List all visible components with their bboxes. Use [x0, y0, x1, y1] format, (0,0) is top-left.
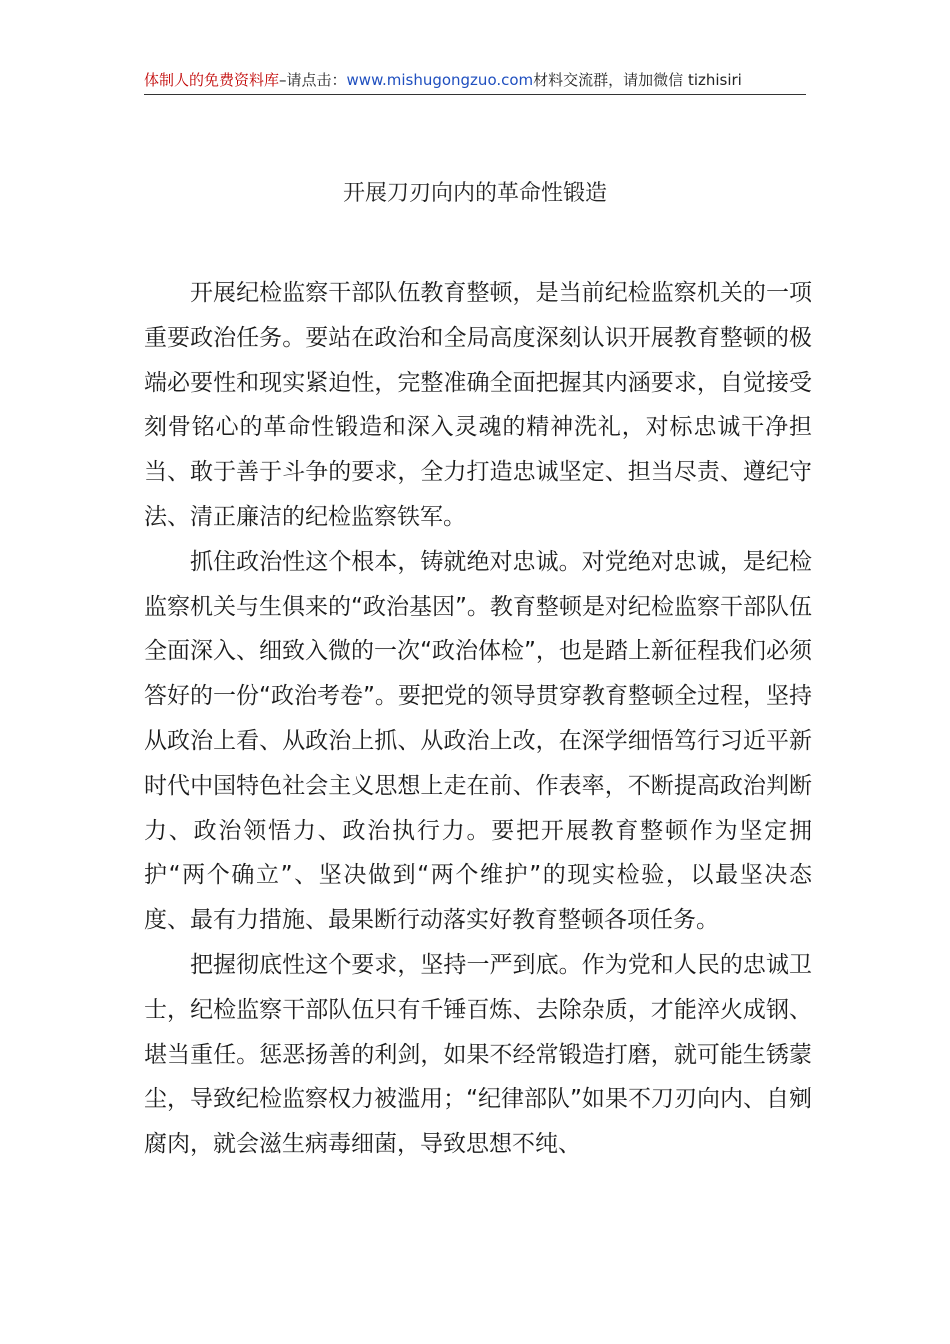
document-title: 开展刀刃向内的革命性锻造 [342, 181, 607, 206]
paragraph-3: 把握彻底性这个要求，坚持一严到底。作为党和人民的忠诚卫士，纪检监察干部队伍只有千锤百炼、去除杂质，才能淬火成钢、堪当重任。惩恶扬善的利剑，如果不经常锻造打磨，就可能生锈蒙尘，导致纪检监察权力被滥用；“纪律部队”如果不刀刃向内、自剜腐肉，就会滋生病毒细菌，导致思想不纯、 [144, 951, 812, 1158]
header-note: 材料交流群，请加微信 tizhisiri [533, 71, 742, 89]
paragraph-1: 开展纪检监察干部队伍教育整顿，是当前纪检监察机关的一项重要政治任务。要站在政治和全局高度深刻认识开展教育整顿的极端必要性和现实紧迫性，完整准确全面把握其内涵要求，自觉接受刻骨铭心的革命性锻造和深入灵魂的精神洗礼，对标忠诚干净担当、敢于善于斗争的要求，全力打造忠诚坚定、担当尽责、遵纪守法、清正廉洁的纪检监察铁军。 [144, 280, 812, 530]
header-prompt: –请点击： [279, 71, 347, 89]
header-url-link[interactable]: www.mishugongzuo.com [346, 71, 534, 89]
paragraph-2: 抓住政治性这个根本，铸就绝对忠诚。对党绝对忠诚，是纪检监察机关与生俱来的“政治基因”。教育整顿是对纪检监察干部队伍全面深入、细致入微的一次“政治体检”，也是踏上新征程我们必须答好的一份“政治考卷”。要把党的领导贯穿教育整顿全过程，坚持从政治上看、从政治上抓、从政治上改，在深学细悟笃行习近平新时代中国特色社会主义思想上走在前、作表率，不断提高政治判断力、政治领悟力、政治执行力。要把开展教育整顿作为坚定拥护“两个确立”、坚决做到“两个维护”的现实检验，以最坚决态度、最有力措施、最果断行动落实好教育整顿各项任务。 [144, 548, 812, 934]
document-body [144, 271, 812, 1167]
page-header [144, 68, 806, 95]
header-brand: 体制人的免费资料库 [144, 71, 280, 89]
